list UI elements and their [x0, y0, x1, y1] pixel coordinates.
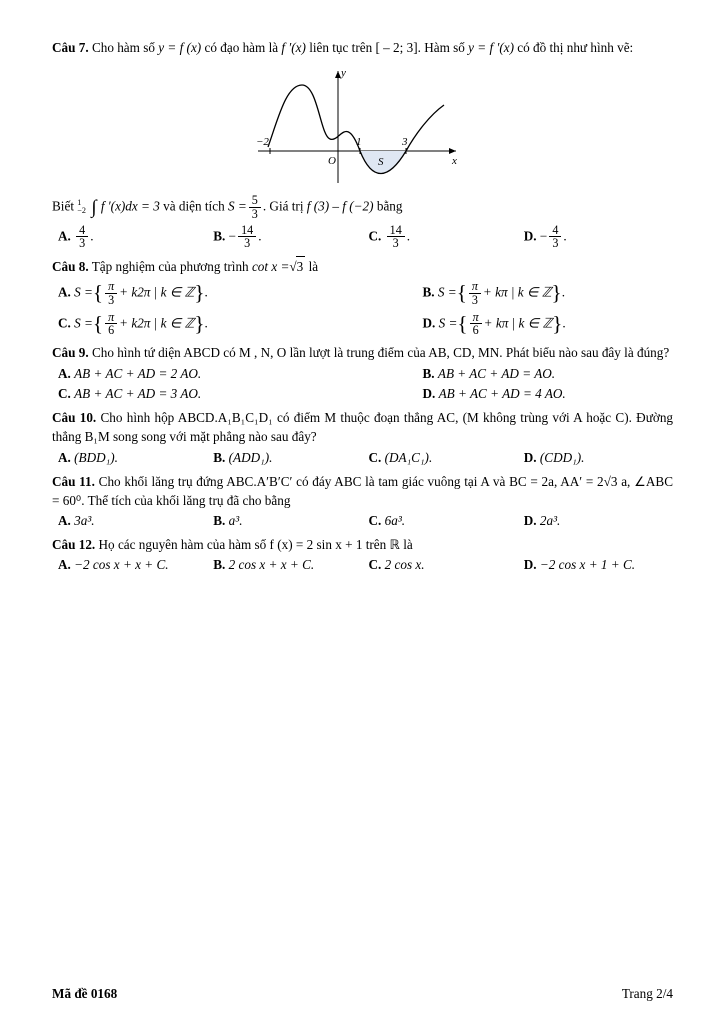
integral-sign: ∫ [91, 196, 97, 218]
option-7-D-label: D. [523, 227, 537, 243]
option-12-C-label: C. [368, 557, 382, 572]
question-7-text-a: Cho hàm số [91, 40, 155, 55]
question-11-options [52, 513, 673, 529]
option-7-A-den: 3 [79, 236, 86, 251]
question-12 [52, 535, 673, 554]
option-8-D-rest: + kπ | k ∈ ℤ [483, 314, 553, 330]
option-8-C-num: π [105, 311, 117, 325]
integral-lower-limit: −2 [77, 206, 86, 216]
option-8-B-fraction [469, 280, 481, 306]
question-12-label: Câu 12. [52, 536, 96, 552]
question-7-formula-2: f ′(x) [281, 40, 306, 55]
graph-origin-label: O [327, 155, 336, 168]
option-8-C-rest: + k2π | k ∈ ℤ [119, 314, 195, 330]
option-8-D-fraction [470, 311, 482, 337]
option-11-B-text: a³. [228, 512, 243, 528]
exam-code: Mã đề 0168 [52, 986, 118, 1001]
question-8-options-row2 [52, 311, 673, 337]
question-8-text-a: Tập nghiệm của phương trình [91, 259, 249, 275]
option-11-A-label: A. [58, 512, 71, 528]
option-11-A-text: 3a³. [74, 512, 95, 528]
option-10-C[interactable] [363, 450, 518, 466]
option-8-D-label: D. [422, 314, 436, 330]
option-12-D[interactable] [518, 557, 673, 573]
option-12-B-label: B. [213, 557, 226, 572]
option-10-D-label: D. [523, 449, 537, 465]
option-12-C-text: 2 cos x. [384, 557, 425, 572]
question-10-options [52, 450, 673, 466]
option-9-B-text: AB + AC + AD = AO. [437, 366, 556, 382]
option-9-A[interactable] [52, 366, 363, 382]
option-12-C[interactable] [363, 557, 518, 573]
option-10-B-text: (ADD₁). [228, 449, 273, 465]
option-9-D[interactable] [363, 386, 674, 402]
option-8-D-num: π [470, 311, 482, 325]
option-12-B-text: 2 cos x + x + C. [228, 557, 315, 572]
question-7-formula-1: y = f (x) [158, 40, 202, 55]
question-7-text-c: liên tục trên [309, 40, 373, 55]
option-8-C-lead: S = [74, 314, 93, 330]
option-12-B[interactable] [207, 557, 362, 573]
question-12-text: Họ các nguyên hàm của hàm số f (x) = 2 sin x + 1 trên ℝ là [98, 536, 413, 552]
brace-open: { [92, 311, 104, 336]
option-12-A-label: A. [58, 557, 71, 572]
brace-close: } [551, 280, 562, 305]
option-7-B[interactable] [207, 224, 362, 250]
brace-open: { [92, 280, 104, 305]
question-10-text: Cho hình hộp ABCD.A₁B₁C₁D₁ có điểm M thuộc đoạn thẳng AC, (M không trùng với A hoặc C). Đường thẳng B₁M song song với mặt phẳng nào sau đây? [52, 410, 674, 445]
question-7-given-pre: Biết [52, 198, 74, 214]
integral-limits [77, 199, 86, 216]
question-8-label: Câu 8. [52, 259, 89, 275]
option-9-C-text: AB + AC + AD = 3 AO. [74, 386, 202, 402]
option-8-B-den: 3 [471, 292, 478, 307]
option-8-B-rest: + kπ | k ∈ ℤ [482, 284, 552, 300]
option-11-B-label: B. [213, 512, 226, 528]
option-7-A-num: 4 [76, 224, 88, 238]
question-7-text-b: có đạo hàm là [204, 40, 279, 55]
option-7-C-den: 3 [392, 236, 399, 251]
option-11-C[interactable] [363, 513, 518, 529]
option-7-A-label: A. [58, 227, 71, 243]
option-8-D-tail: . [562, 314, 566, 330]
option-8-B-label: B. [422, 284, 435, 300]
sqrt-icon: √ [289, 259, 297, 275]
option-10-A-text: (BDD₁). [74, 449, 118, 465]
option-8-A-label: A. [58, 284, 71, 300]
question-7-options [52, 224, 673, 250]
option-10-D[interactable] [518, 450, 673, 466]
brace-close: } [194, 311, 205, 336]
question-7-formula-4: y = f ′(x) [468, 40, 514, 55]
option-8-D-lead: S = [438, 314, 458, 330]
option-8-A-rest: + k2π | k ∈ ℤ [119, 284, 195, 300]
option-7-D-den: 3 [552, 236, 559, 251]
option-7-C-label: C. [368, 227, 382, 243]
question-7-given-mid: và diện tích [163, 198, 225, 214]
option-7-C-num: 14 [387, 224, 405, 238]
question-7-formula-3: [ – 2; 3]. [375, 40, 421, 55]
page-number: Trang 2/4 [621, 986, 673, 1001]
option-9-B-label: B. [422, 366, 435, 382]
option-9-A-text: AB + AC + AD = 2 AO. [74, 366, 202, 382]
option-8-C-den: 6 [108, 323, 115, 338]
integral-upper-limit: 1 [77, 197, 82, 207]
option-10-B-label: B. [213, 449, 226, 465]
option-7-D-fraction [549, 224, 561, 250]
brace-close: } [552, 311, 563, 336]
option-9-A-label: A. [58, 366, 71, 382]
question-7 [52, 38, 673, 57]
option-10-D-text: (CDD₁). [539, 449, 585, 465]
option-8-B-lead: S = [437, 284, 457, 300]
question-8-sqrt-body: 3 [296, 256, 306, 276]
option-7-B-sign: − [228, 227, 237, 243]
option-8-A-tail: . [204, 284, 208, 300]
option-7-D-num: 4 [549, 224, 561, 238]
option-10-C-text: (DA₁C₁). [384, 449, 433, 465]
option-7-B-label: B. [213, 227, 226, 243]
question-9-options-row2 [52, 386, 673, 402]
brace-open: { [456, 280, 467, 305]
option-11-C-text: 6a³. [384, 512, 406, 528]
graph-tick-3: 3 [401, 136, 407, 149]
option-11-B[interactable] [207, 513, 362, 529]
integral-body: f ′(x)dx = 3 [100, 198, 160, 214]
option-8-B[interactable] [363, 280, 674, 306]
option-7-C[interactable] [363, 224, 518, 250]
question-7-figure [52, 65, 673, 190]
question-7-expression: f (3) – f (−2) [306, 198, 374, 214]
option-7-B-tail: . [258, 227, 262, 243]
option-10-B[interactable] [207, 450, 362, 466]
option-9-B[interactable] [363, 366, 674, 382]
option-7-D-sign: − [539, 227, 548, 243]
question-8-text-b: là [308, 259, 319, 275]
brace-close: } [194, 280, 205, 305]
option-8-C-label: C. [58, 314, 71, 330]
option-8-A-fraction [105, 280, 117, 306]
option-7-B-fraction [238, 224, 256, 250]
option-11-C-label: C. [368, 512, 382, 528]
question-7-text-d: Hàm số [424, 40, 465, 55]
question-7-given-end: bằng [376, 198, 403, 214]
option-11-D-label: D. [523, 512, 537, 528]
option-11-D[interactable] [518, 513, 673, 529]
question-12-options [52, 557, 673, 573]
question-9-label: Câu 9. [52, 345, 89, 361]
page-footer [52, 986, 673, 1002]
option-11-D-text: 2a³. [539, 512, 561, 528]
question-7-text-e: có đồ thị như hình vẽ: [517, 40, 634, 55]
option-8-A-lead: S = [74, 284, 93, 300]
question-9 [52, 343, 673, 362]
question-7-given [52, 194, 673, 220]
option-7-C-fraction [387, 224, 405, 250]
option-7-B-num: 14 [238, 224, 256, 238]
question-11-text: Cho khối lăng trụ đứng ABC.A′B′C′ có đáy ABC là tam giác vuông tại A và BC = 2a, AA′ = 2√3 a, ∠ABC = 60⁰. Thể tích của khối lăng trụ đã cho bằng [52, 473, 674, 508]
question-11-label: Câu 11. [52, 473, 95, 489]
graph-y-label: y [340, 67, 346, 80]
question-10-label: Câu 10. [52, 410, 97, 426]
brace-open: { [457, 311, 468, 336]
question-9-options-row1 [52, 366, 673, 382]
area-eq: S = [227, 198, 247, 214]
option-12-D-text: −2 cos x + 1 + C. [539, 557, 636, 572]
question-8-equation: cot x = [251, 259, 290, 275]
graph-tick-neg2: −2 [255, 136, 269, 149]
option-7-C-tail: . [406, 227, 411, 243]
option-9-C-label: C. [58, 386, 71, 402]
option-8-D[interactable] [363, 311, 674, 337]
option-8-A-num: π [105, 280, 117, 294]
area-fraction [249, 194, 261, 220]
option-9-D-label: D. [422, 386, 436, 402]
option-9-D-text: AB + AC + AD = 4 AO. [438, 386, 566, 402]
option-10-A[interactable] [52, 450, 207, 466]
option-9-C[interactable] [52, 386, 363, 402]
option-10-A-label: A. [58, 449, 71, 465]
area-numerator: 5 [249, 194, 261, 208]
option-8-C-fraction [105, 311, 117, 337]
graph-tick-1: 1 [355, 136, 361, 149]
question-8-options-row1 [52, 280, 673, 306]
option-8-B-tail: . [561, 284, 565, 300]
question-9-text: Cho hình tứ diện ABCD có M , N, O lần lượt là trung điểm của AB, CD, MN. Phát biểu nào sau đây là đúng? [91, 345, 670, 361]
question-7-given-post: . Giá trị [262, 198, 304, 214]
option-8-A-den: 3 [108, 292, 115, 307]
area-denominator: 3 [251, 206, 258, 221]
option-8-C-tail: . [204, 314, 208, 330]
graph-x-label: x [451, 155, 457, 168]
option-7-D-tail: . [563, 227, 567, 243]
option-12-A-text: −2 cos x + x + C. [74, 557, 169, 572]
option-7-A-fraction [76, 224, 88, 250]
option-10-C-label: C. [368, 449, 382, 465]
option-7-A[interactable] [52, 224, 207, 250]
option-12-D-label: D. [523, 557, 537, 572]
option-8-B-num: π [469, 280, 481, 294]
graph-area-label: S [377, 156, 383, 169]
question-10 [52, 408, 673, 446]
question-8 [52, 256, 673, 276]
option-7-D[interactable] [518, 224, 673, 250]
option-12-A[interactable] [52, 557, 207, 573]
option-11-A[interactable] [52, 513, 207, 529]
option-7-A-tail: . [90, 227, 94, 243]
option-8-C[interactable] [52, 311, 363, 337]
option-8-A[interactable] [52, 280, 363, 306]
question-11 [52, 472, 673, 510]
option-7-B-den: 3 [244, 236, 251, 251]
option-8-D-den: 6 [472, 323, 479, 338]
derivative-graph [248, 65, 478, 190]
question-7-label: Câu 7. [52, 40, 89, 55]
